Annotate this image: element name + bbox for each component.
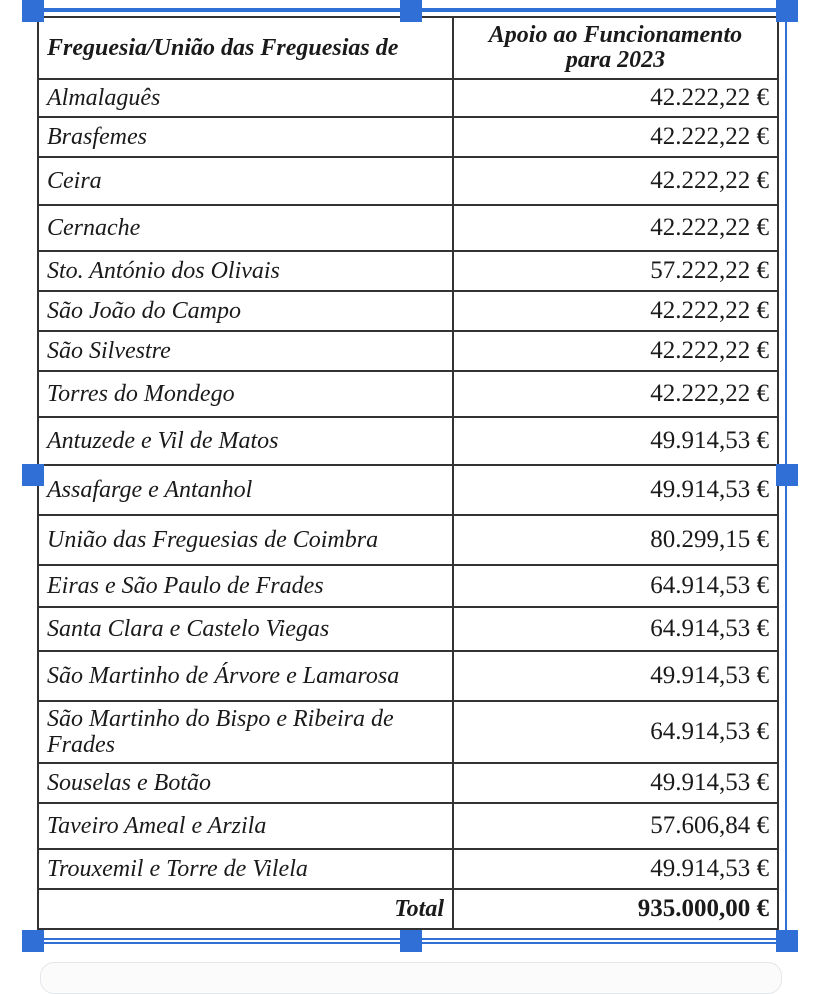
funding-value: 57.606,84 € — [453, 803, 778, 849]
parish-name: Torres do Mondego — [38, 371, 453, 417]
parish-name: União das Freguesias de Coimbra — [38, 515, 453, 565]
resize-handle-middle-right[interactable] — [776, 464, 798, 486]
funding-value: 49.914,53 € — [453, 763, 778, 803]
funding-value: 42.222,22 € — [453, 291, 778, 331]
funding-value: 49.914,53 € — [453, 465, 778, 515]
table-row — [38, 607, 778, 651]
parish-name: São Martinho de Árvore e Lamarosa — [38, 651, 453, 701]
funding-value: 49.914,53 € — [453, 417, 778, 465]
funding-value: 42.222,22 € — [453, 79, 778, 117]
funding-value: 42.222,22 € — [453, 371, 778, 417]
header-row — [38, 17, 778, 79]
funding-value: 42.222,22 € — [453, 205, 778, 251]
header-parish: Freguesia/União das Freguesias de — [38, 17, 453, 79]
parish-name: Almalaguês — [38, 79, 453, 117]
parish-name: Trouxemil e Torre de Vilela — [38, 849, 453, 889]
header-funding — [453, 17, 778, 79]
parish-name: Antuzede e Vil de Matos — [38, 417, 453, 465]
table-row — [38, 701, 778, 763]
funding-value: 57.222,22 € — [453, 251, 778, 291]
funding-value: 64.914,53 € — [453, 607, 778, 651]
table-row — [38, 849, 778, 889]
parish-name: São Silvestre — [38, 331, 453, 371]
bottom-panel — [40, 962, 782, 994]
resize-handle-bottom-right[interactable] — [776, 930, 798, 952]
table-row — [38, 371, 778, 417]
parish-name: Sto. António dos Olivais — [38, 251, 453, 291]
resize-handle-middle-left[interactable] — [22, 464, 44, 486]
total-row — [38, 889, 778, 929]
funding-value: 80.299,15 € — [453, 515, 778, 565]
total-value: 935.000,00 € — [453, 889, 778, 929]
table-row — [38, 515, 778, 565]
parish-name: Assafarge e Antanhol — [38, 465, 453, 515]
funding-value: 64.914,53 € — [453, 701, 778, 763]
funding-table — [37, 16, 779, 930]
funding-value: 49.914,53 € — [453, 849, 778, 889]
parish-name: São Martinho do Bispo e Ribeira de Frades — [38, 701, 453, 763]
parish-name: Brasfemes — [38, 117, 453, 157]
parish-name: Taveiro Ameal e Arzila — [38, 803, 453, 849]
parish-name: Ceira — [38, 157, 453, 205]
table-row — [38, 251, 778, 291]
total-label: Total — [38, 889, 453, 929]
funding-value: 42.222,22 € — [453, 117, 778, 157]
parish-name: São João do Campo — [38, 291, 453, 331]
resize-handle-top-left[interactable] — [22, 0, 44, 22]
table-row — [38, 157, 778, 205]
table-row — [38, 763, 778, 803]
table-row — [38, 331, 778, 371]
resize-handle-bottom-left[interactable] — [22, 930, 44, 952]
table-row — [38, 651, 778, 701]
header-funding-line1: Apoio ao Funcionamento — [488, 21, 743, 48]
table-row — [38, 117, 778, 157]
table-row — [38, 205, 778, 251]
resize-handle-bottom-center[interactable] — [400, 930, 422, 952]
parish-name: Cernache — [38, 205, 453, 251]
funding-value: 42.222,22 € — [453, 331, 778, 371]
parish-name: Santa Clara e Castelo Viegas — [38, 607, 453, 651]
header-funding-line2: para 2023 — [565, 47, 666, 73]
table-row — [38, 465, 778, 515]
parish-name: Souselas e Botão — [38, 763, 453, 803]
funding-value: 42.222,22 € — [453, 157, 778, 205]
table-row — [38, 79, 778, 117]
table-row — [38, 565, 778, 607]
table-row — [38, 803, 778, 849]
parish-name: Eiras e São Paulo de Frades — [38, 565, 453, 607]
funding-value: 64.914,53 € — [453, 565, 778, 607]
table-row — [38, 291, 778, 331]
funding-value: 49.914,53 € — [453, 651, 778, 701]
resize-handle-top-right[interactable] — [776, 0, 798, 22]
table-row — [38, 417, 778, 465]
resize-handle-top-center[interactable] — [400, 0, 422, 22]
